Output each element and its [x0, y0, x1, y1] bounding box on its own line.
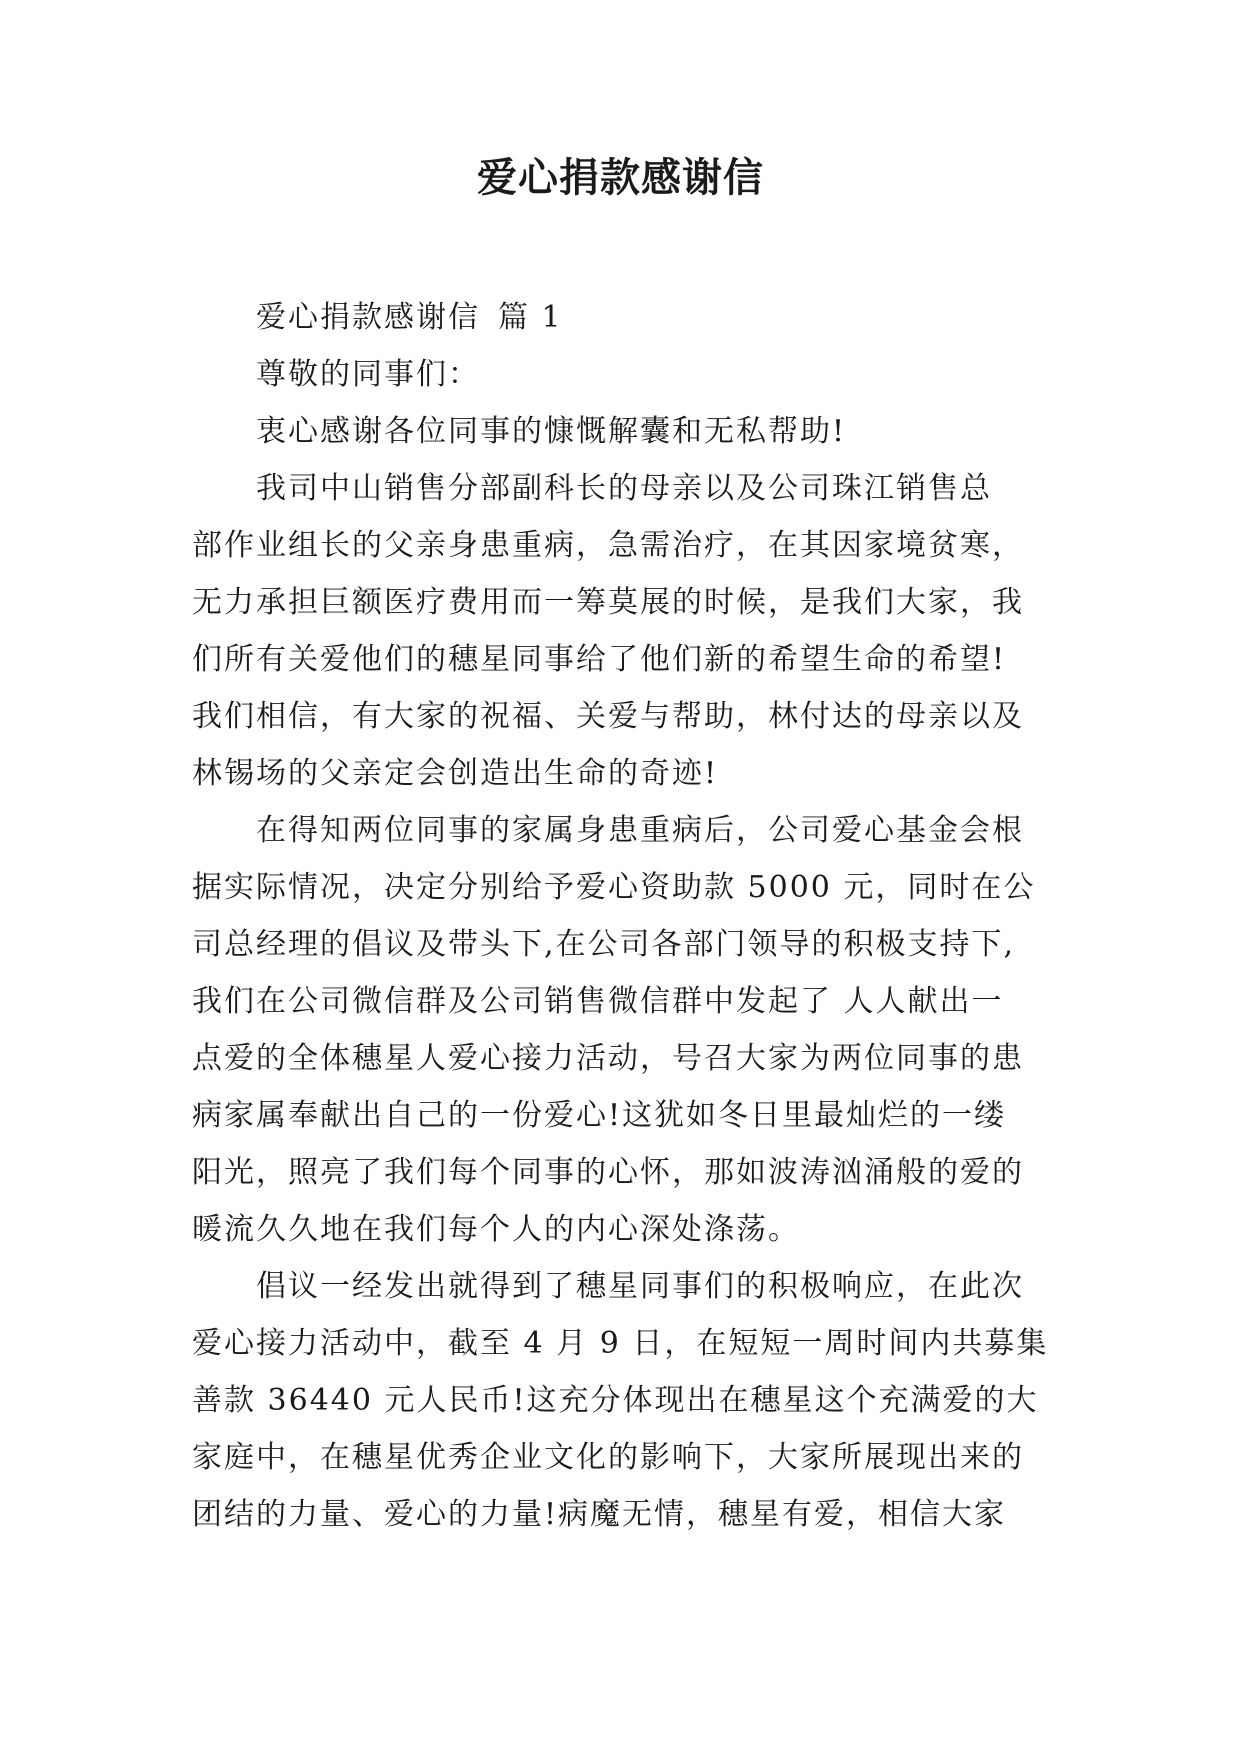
- body-line: 爱心接力活动中，截至 4 月 9 日，在短短一周时间内共募集: [192, 1326, 1049, 1361]
- document-title: 爱心捐款感谢信: [477, 155, 764, 201]
- body-line: 林锡场的父亲定会创造出生命的奇迹!: [192, 756, 719, 791]
- body-line: 们所有关爱他们的穗星同事给了他们新的希望生命的希望!: [192, 642, 1007, 677]
- body-line: 我司中山销售分部副科长的母亲以及公司珠江销售总: [256, 471, 992, 506]
- body-line: 在得知两位同事的家属身患重病后，公司爱心基金会根: [256, 813, 1024, 848]
- body-line: 司总经理的倡议及带头下,在公司各部门领导的积极支持下,: [192, 927, 1016, 962]
- body-line: 我们相信，有大家的祝福、关爱与帮助，林付达的母亲以及: [192, 699, 1024, 734]
- body-line: 暖流久久地在我们每个人的内心深处涤荡。: [192, 1212, 800, 1247]
- section-heading-number: 篇 1: [498, 300, 563, 335]
- body-line: 点爱的全体穗星人爱心接力活动，号召大家为两位同事的患: [192, 1041, 1024, 1076]
- body-line: 无力承担巨额医疗费用而一筹莫展的时候，是我们大家，我: [192, 585, 1024, 620]
- section-heading-name: 爱心捐款感谢信: [256, 300, 480, 335]
- body-line: 阳光，照亮了我们每个同事的心怀，那如波涛汹涌般的爱的: [192, 1155, 1024, 1190]
- body-line: 病家属奉献出自己的一份爱心!这犹如冬日里最灿烂的一缕: [192, 1098, 1007, 1133]
- body-line: 倡议一经发出就得到了穗星同事们的积极响应，在此次: [256, 1269, 1024, 1304]
- body-line: 部作业组长的父亲身患重病，急需治疗，在其因家境贫寒，: [192, 528, 1024, 563]
- section-heading: [192, 289, 1052, 346]
- body-line: 据实际情况，决定分别给予爱心资助款 5000 元，同时在公: [192, 870, 1036, 905]
- body-line: 团结的力量、爱心的力量!病魔无情，穗星有爱，相信大家: [192, 1497, 1007, 1532]
- body-line: 我们在公司微信群及公司销售微信群中发起了 人人献出一: [192, 984, 1004, 1019]
- letter-body: [192, 289, 1052, 1543]
- body-line: 衷心感谢各位同事的慷慨解囊和无私帮助!: [256, 414, 847, 449]
- salutation: 尊敬的同事们：: [256, 357, 480, 392]
- body-line: 家庭中，在穗星优秀企业文化的影响下，大家所展现出来的: [192, 1440, 1024, 1475]
- body-line: 善款 36440 元人民币!这充分体现出在穗星这个充满爱的大: [192, 1383, 1039, 1418]
